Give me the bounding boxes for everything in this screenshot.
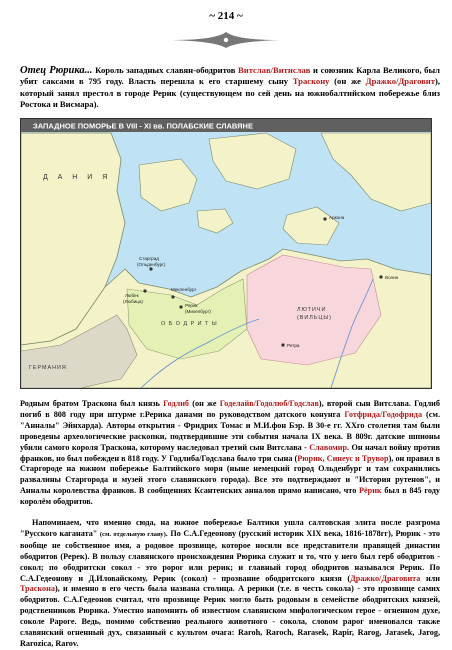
name-gotfrid: Готфрида/Годофрида bbox=[344, 409, 423, 419]
name-godlib: Годлиб bbox=[163, 399, 190, 408]
map-city-lubeck-sub: (Любица) bbox=[123, 299, 143, 304]
name-rerik: Рёрик bbox=[359, 486, 382, 496]
map-city-lubeck: Любек bbox=[125, 293, 139, 298]
map-city-rerik-sub: (Михелбург) bbox=[185, 309, 211, 314]
name-vitslav: Витслав/Витислав bbox=[238, 65, 311, 75]
map-label-obodrity: О Б О Д Р И Т Ы bbox=[161, 321, 218, 327]
historical-map bbox=[20, 118, 432, 389]
map-city-arkona: Аркона bbox=[329, 215, 345, 220]
map-city-retra: Ретра bbox=[287, 343, 300, 348]
map-city-stargard: Старград bbox=[139, 256, 159, 261]
map-label-germany: ГЕРМАНИЯ bbox=[29, 365, 67, 371]
map-city-mecklenburg: Мекленбург bbox=[171, 287, 197, 292]
name-sons: Рюрик, Синеус и Трувор bbox=[297, 453, 389, 463]
lead-heading: Отец Рюрика... bbox=[20, 65, 93, 76]
map-label-veltsy: (ВИЛЬЦЫ) bbox=[297, 315, 332, 321]
paragraph-2: Родным братом Трасконa был князь Годлиб (он же Годелайв/Годолюб/Годслав), второй сын Витслава. Годлиб погиб в 808 году при штурме г.Рерика данами по руководством датского конунга Готфрида/Годофрида (см. "Анналы" Эйнхарда). Авторы открытия - Фридрих Томас и М.И.фон Бэр. В 30-е гг. XXго столетия там были проведены археологические раскопки, подтвердившие эти события начала IX века. В 809г. датские шпионы убили самого короля Трасконa, которому наследовал третий сын Витслава - Славомир. Он начал войну против франков, но был побежден в 818 году. У Годлиба/Годслава было три сына (Рюрик, Синеус и Трувор), он правил в Старгороде на южном побережье Балтийского моря (ныне немецкий город Ольденбург и там сохранились развалины Старгорода и музей этого славянского города). Все это подтверждают и "История рутенов", и Анналы королевства франков. В сообщениях Ксантенских анналов прямо написано, что Рёрик был в 845 году королём ободритов. bbox=[20, 399, 440, 507]
paragraph-3: Напоминаем, что именно сюда, на южное побережье Балтики ушла салтовская элита после разгрома "Русского каганата" (см. отдельную главу). По С.А.Гедеонову (русский историк XIX века, 1816-1878гг), Рюрик - это вообще не собственное имя, а родовое прозвище, которое носили все представители правящей династии ободритов (Ререк). В пользу славянского происхождения Рюрика служит и то, что у него был герб ободритов - сокол; по ободритски сокол - это ророг или рерик; и главный город ободритов назывался Рерик. По С.А.Гедеонову и Д.Иловайскому, Рерик (сокол) - прозвание ободритского князя (Дражко/Драговита или Трасконa), и именно в его честь была названа столица. А рерики (т.е. в честь сокола) - это прозвище самих ободритов. С.А.Гедеонов считал, что прозвище Рерик могло быть родовым в семействе ободритских князей, родственников Рюрика. Уместно напомнить об известном славянском мифологическом герое - огненном духе, соколе Рароге. Ведь, помимо собственно реального животного - сокола, словом рарог именовался также славянский огненный дух, связанный с культом очага: Raroh, Raroch, Rarasek, Rapir, Rarog, Jarasek, Jarog, Rarozica, Rarov. bbox=[20, 518, 440, 648]
name-trasko: Трасконy bbox=[292, 76, 330, 87]
name-drazhko-2: Дражко/Драговита bbox=[350, 573, 421, 583]
name-godelaiv: Годелайв/Годолюб/Годслав bbox=[219, 399, 319, 408]
map-city-stargard-sub: (Ольденбург) bbox=[137, 262, 166, 267]
name-drazhko: Дражко/Драговит bbox=[365, 76, 435, 87]
cross-reference: (см. отдельную главу) bbox=[99, 530, 166, 538]
page-number: ~ 214 ~ bbox=[209, 10, 243, 22]
name-slavomir: Славомир bbox=[309, 442, 348, 452]
ornament-divider-icon bbox=[168, 30, 284, 50]
map-label-lyutichi: ЛЮТИЧИ bbox=[297, 307, 327, 313]
map-city-volin: Волин bbox=[385, 275, 399, 280]
map-label-denmark: Д А Н И Я bbox=[43, 174, 112, 181]
map-city-rerik: Рерик bbox=[185, 303, 198, 308]
map-title: ЗАПАДНОЕ ПОМОРЬЕ В VIII - XI вв. ПОЛАБСКИЕ СЛАВЯНЕ bbox=[33, 121, 253, 131]
name-trasko-2: Трасконa bbox=[20, 584, 55, 594]
paragraph-1: Отец Рюрика... Король западных славян-ободритов Витслав/Витислав и союзник Карла Великого, был убит саксами в 795 году. Власть перешла к его старшему сыну Трасконy (он же Дражко/Драговит), который занял престол в городе Рерик (существующем по сей день на южнобалтийском побережье близ Ростока и Висмара). bbox=[20, 65, 440, 109]
